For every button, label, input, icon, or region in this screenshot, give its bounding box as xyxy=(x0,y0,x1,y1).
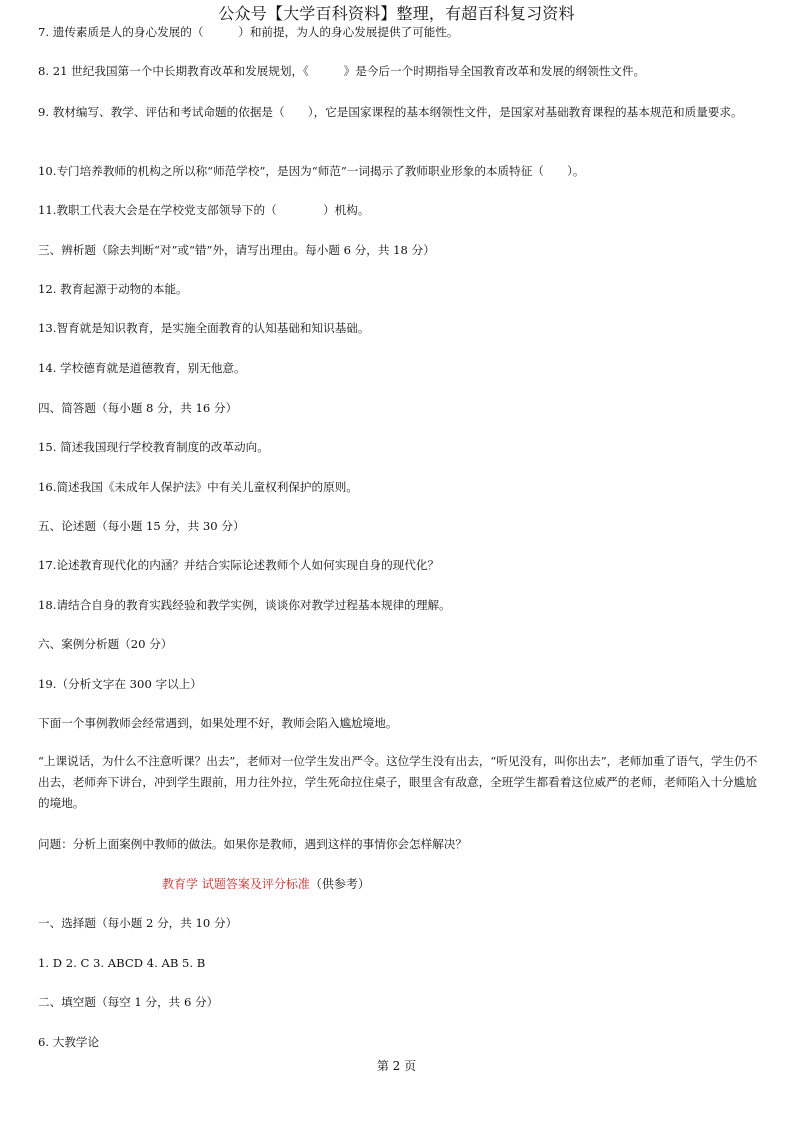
choice-answers: 1. D 2. C 3. ABCD 4. AB 5. B xyxy=(38,956,206,970)
answer-section-2-heading: 二、填空题（每空 1 分，共 6 分） xyxy=(38,995,219,1009)
section-3-heading: 三、辨析题（除去判断“对”或“错”外，请写出理由。每小题 6 分，共 18 分） xyxy=(38,243,435,257)
section-6-heading: 六、案例分析题（20 分） xyxy=(38,637,173,651)
question-7: 7. 遗传素质是人的身心发展的（ ）和前提，为人的身心发展提供了可能性。 xyxy=(38,25,459,39)
page-number: 第 2 页 xyxy=(376,1059,417,1073)
answer-key-title-note: （供参考） xyxy=(309,877,370,891)
question-9: 9. 教材编写、教学、评估和考试命题的依据是（ ），它是国家课程的基本纲领性文件，是国家对基础教育课程的基本规范和质量要求。 xyxy=(38,105,743,119)
question-18: 18.请结合自身的教育实践经验和教学实例，谈谈你对教学过程基本规律的理解。 xyxy=(38,598,451,612)
question-15: 15. 简述我国现行学校教育制度的改革动向。 xyxy=(38,440,269,454)
page-header: 公众号【大学百科资料】整理，有超百科复习资料 xyxy=(218,4,575,23)
question-13: 13.智育就是知识教育，是实施全面教育的认知基础和知识基础。 xyxy=(38,321,370,335)
question-19: 19.（分析文字在 300 字以上） xyxy=(38,677,202,691)
section-4-heading: 四、简答题（每小题 8 分，共 16 分） xyxy=(38,401,238,415)
question-17: 17.论述教育现代化的内涵？并结合实际论述教师个人如何实现自身的现代化？ xyxy=(38,558,440,572)
case-introduction: 下面一个事例教师会经常遇到，如果处理不好，教师会陷入尴尬境地。 xyxy=(38,716,398,730)
question-8: 8. 21 世纪我国第一个中长期教育改革和发展规划，《 》是今后一个时期指导全国教育改革和发展的纲领性文件。 xyxy=(38,64,646,78)
question-11: 11.教职工代表大会是在学校党支部领导下的（ ）机构。 xyxy=(38,203,370,217)
question-16: 16.简述我国《未成年人保护法》中有关儿童权利保护的原则。 xyxy=(38,480,358,494)
answer-section-1-heading: 一、选择题（每小题 2 分，共 10 分） xyxy=(38,916,238,930)
answer-key-title xyxy=(162,876,370,892)
section-5-heading: 五、论述题（每小题 15 分，共 30 分） xyxy=(38,519,245,533)
answer-key-title-red: 教育学 试题答案及评分标准 xyxy=(162,877,310,891)
case-question: 问题：分析上面案例中教师的做法。如果你是教师，遇到这样的事情你会怎样解决？ xyxy=(38,837,467,851)
question-14: 14. 学校德育就是道德教育，别无他意。 xyxy=(38,361,246,375)
fill-answer-6: 6. 大教学论 xyxy=(38,1035,100,1049)
question-12: 12. 教育起源于动物的本能。 xyxy=(38,282,188,296)
question-10: 10.专门培养教师的机构之所以称“师范学校”，是因为“师范”一词揭示了教师职业形象的本质特征（ ）。 xyxy=(38,164,585,178)
case-body: “上课说话，为什么不注意听课？出去”，老师对一位学生发出严令。这位学生没有出去，“听见没有，叫你出去”，老师加重了语气，学生仍不出去，老师奔下讲台，冲到学生跟前，用力往外拉，学生死命拉住桌子，眼里含有敌意，全班学生都看着这位威严的老师，老师陷入十分尴尬的境地。 xyxy=(38,754,758,810)
